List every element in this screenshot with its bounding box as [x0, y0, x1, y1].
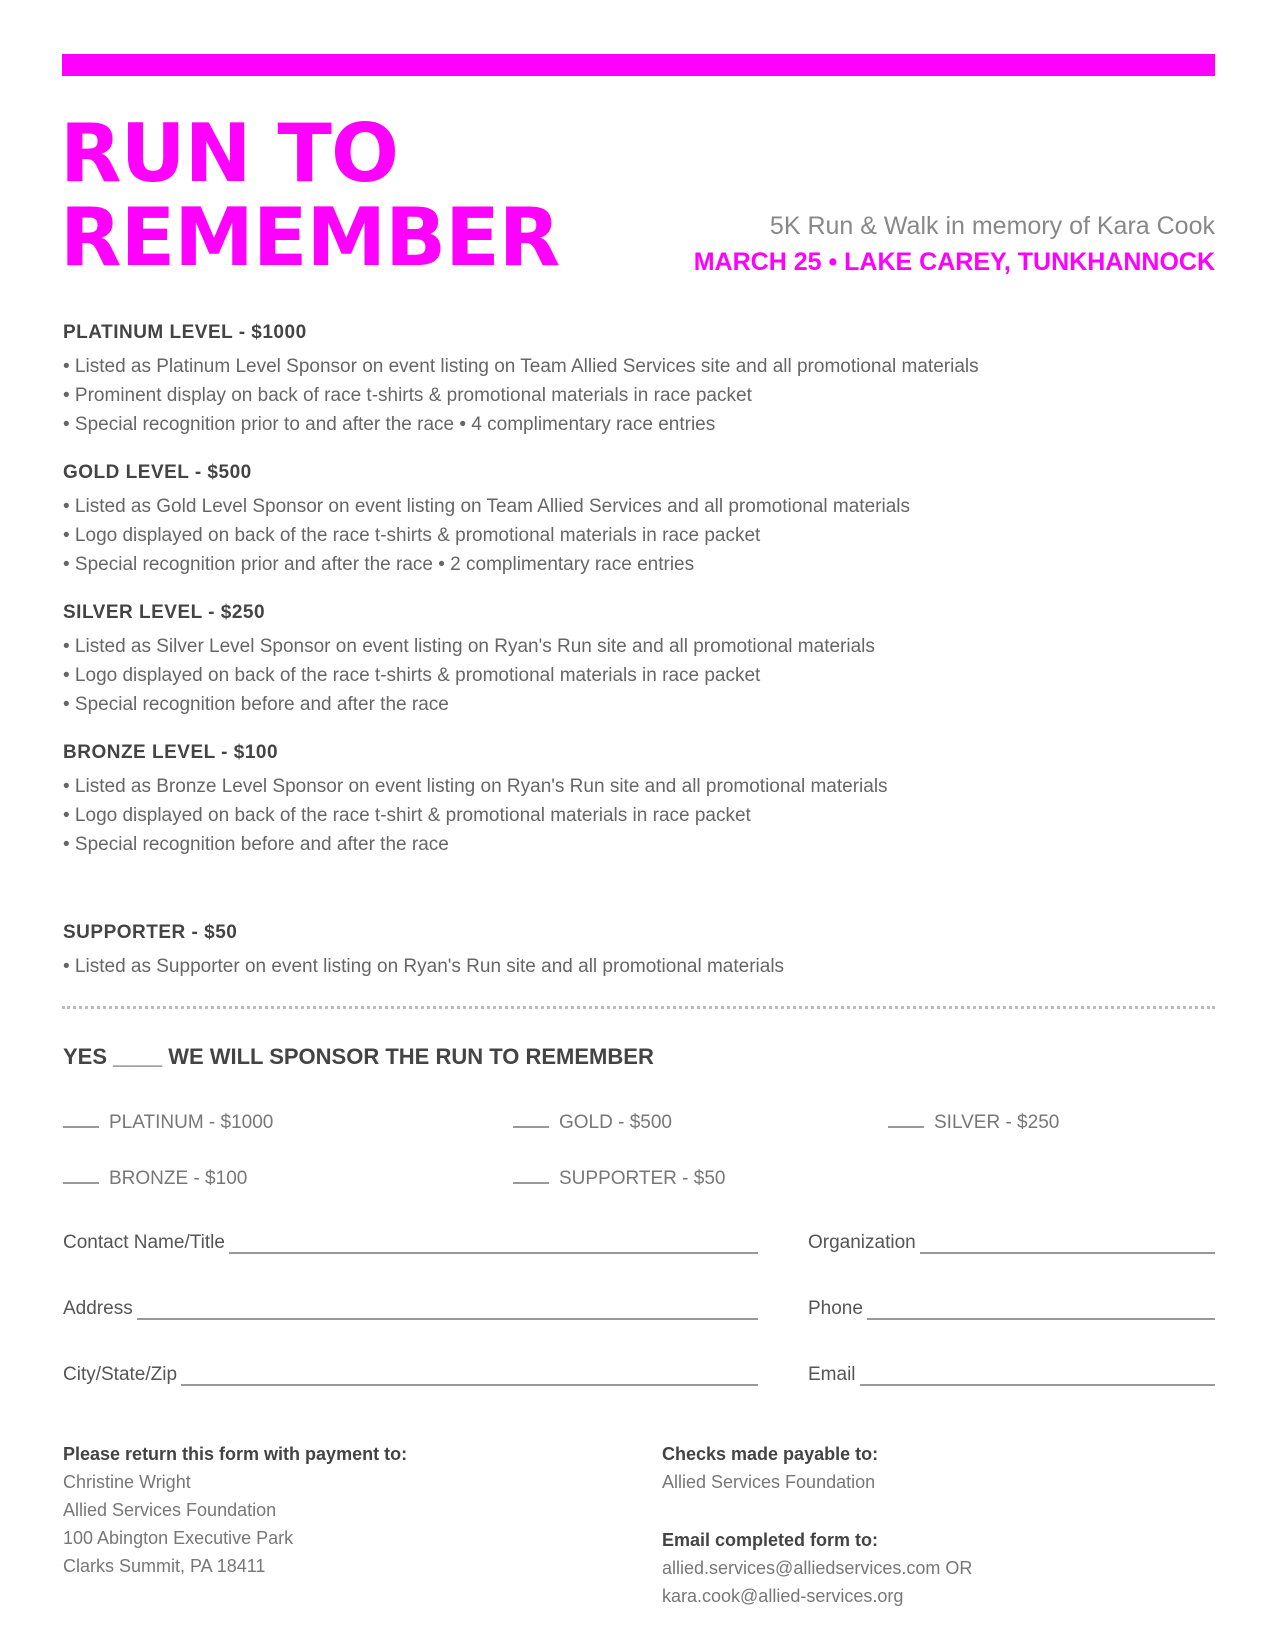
email-line[interactable]: kara.cook@allied-services.org — [662, 1586, 904, 1606]
address-line: Christine Wright — [63, 1472, 191, 1492]
email-heading: Email completed form to: — [662, 1530, 879, 1550]
checkbox-blank[interactable] — [888, 1126, 924, 1128]
benefit-item: • Logo displayed on back of the race t-shirts & promotional materials in race packet — [63, 665, 761, 686]
title-line-1: RUN TO — [60, 107, 398, 200]
level-platinum — [63, 322, 1213, 439]
benefit-item: • Special recognition prior and after the race • 2 complimentary race entries — [63, 554, 695, 575]
option-label: SILVER - $250 — [934, 1112, 1060, 1133]
field-line[interactable] — [229, 1234, 758, 1254]
dotted-divider — [62, 1006, 1215, 1009]
field-line[interactable] — [181, 1366, 758, 1386]
option-label: PLATINUM - $1000 — [109, 1112, 274, 1133]
address-line: Allied Services Foundation — [63, 1500, 277, 1520]
email-form-block — [662, 1526, 972, 1610]
level-bronze — [63, 742, 1213, 859]
field-label: Address — [63, 1298, 133, 1319]
address-line: 100 Abington Executive Park — [63, 1528, 294, 1548]
benefit-item: • Listed as Platinum Level Sponsor on event listing on Team Allied Services site and all promotional materials — [63, 356, 979, 377]
field-label: Contact Name/Title — [63, 1232, 225, 1253]
checkbox-blank[interactable] — [513, 1182, 549, 1184]
organization-field[interactable] — [808, 1232, 1215, 1254]
level-heading: GOLD LEVEL - $500 — [63, 462, 252, 483]
benefit-item: • Special recognition before and after the race — [63, 694, 449, 715]
top-accent-bar — [62, 54, 1215, 76]
city-state-zip-field[interactable] — [63, 1364, 758, 1386]
benefit-item: • Prominent display on back of race t-shirts & promotional materials in race packet — [63, 385, 752, 406]
field-line[interactable] — [867, 1300, 1215, 1320]
email-line[interactable]: allied.services@alliedservices.com OR — [662, 1558, 973, 1578]
phone-field[interactable] — [808, 1298, 1215, 1320]
return-heading: Please return this form with payment to: — [63, 1444, 408, 1464]
option-platinum[interactable] — [63, 1112, 273, 1134]
checks-payable-block — [662, 1440, 878, 1496]
checkbox-blank[interactable] — [513, 1126, 549, 1128]
checkbox-blank[interactable] — [63, 1182, 99, 1184]
pledge-line: YES ____ WE WILL SPONSOR THE RUN TO REMEMBER — [63, 1044, 654, 1069]
level-heading: SILVER LEVEL - $250 — [63, 602, 266, 623]
contact-name-field[interactable] — [63, 1232, 758, 1254]
level-heading: SUPPORTER - $50 — [63, 922, 238, 943]
payee-line: Allied Services Foundation — [662, 1472, 876, 1492]
level-heading: BRONZE LEVEL - $100 — [63, 742, 279, 763]
field-line[interactable] — [137, 1300, 758, 1320]
event-subtitle: 5K Run & Walk in memory of Kara Cook — [769, 212, 1215, 240]
option-silver[interactable] — [888, 1112, 1059, 1134]
level-gold — [63, 462, 1213, 579]
benefit-item: • Logo displayed on back of the race t-shirt & promotional materials in race packet — [63, 805, 751, 826]
field-label: City/State/Zip — [63, 1364, 178, 1385]
field-label: Organization — [808, 1232, 916, 1253]
field-line[interactable] — [860, 1366, 1215, 1386]
event-dateline: MARCH 25 • LAKE CAREY, TUNKHANNOCK — [693, 248, 1215, 276]
benefit-item: • Logo displayed on back of the race t-shirts & promotional materials in race packet — [63, 525, 761, 546]
return-address-block — [63, 1440, 407, 1580]
benefit-item: • Special recognition prior to and after the race • 4 complimentary race entries — [63, 414, 716, 435]
option-label: BRONZE - $100 — [109, 1168, 248, 1189]
checkbox-blank[interactable] — [63, 1126, 99, 1128]
benefit-item: • Listed as Silver Level Sponsor on event listing on Ryan's Run site and all promotional materials — [63, 636, 875, 657]
address-line: Clarks Summit, PA 18411 — [63, 1556, 266, 1576]
checks-heading: Checks made payable to: — [662, 1444, 879, 1464]
level-heading: PLATINUM LEVEL - $1000 — [63, 322, 307, 343]
field-label: Phone — [808, 1298, 863, 1319]
option-gold[interactable] — [513, 1112, 672, 1134]
email-field[interactable] — [808, 1364, 1215, 1386]
field-label: Email — [808, 1364, 856, 1385]
benefit-item: • Special recognition before and after the race — [63, 834, 449, 855]
option-supporter[interactable] — [513, 1168, 725, 1190]
option-label: GOLD - $500 — [559, 1112, 672, 1133]
event-title — [60, 107, 560, 284]
level-supporter — [63, 922, 1213, 981]
option-bronze[interactable] — [63, 1168, 247, 1190]
benefit-item: • Listed as Supporter on event listing on Ryan's Run site and all promotional materials — [63, 956, 785, 977]
title-line-2: REMEMBER — [60, 191, 560, 284]
field-line[interactable] — [920, 1234, 1215, 1254]
address-field[interactable] — [63, 1298, 758, 1320]
benefit-item: • Listed as Bronze Level Sponsor on event listing on Ryan's Run site and all promotional materials — [63, 776, 888, 797]
option-label: SUPPORTER - $50 — [559, 1168, 726, 1189]
level-silver — [63, 602, 1213, 719]
benefit-item: • Listed as Gold Level Sponsor on event listing on Team Allied Services and all promotional materials — [63, 496, 910, 517]
